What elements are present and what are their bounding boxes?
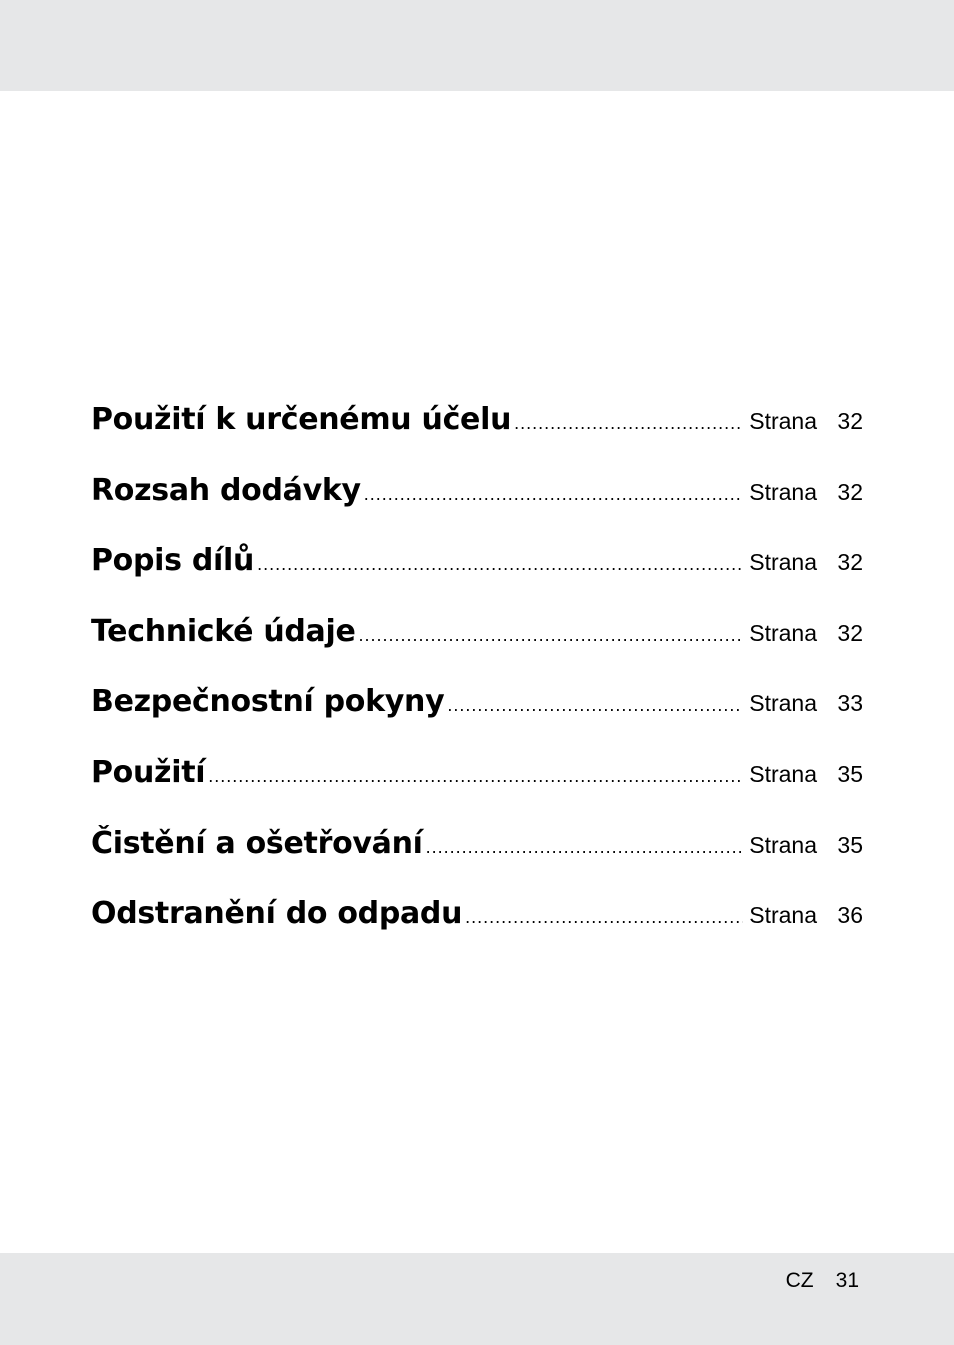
toc-page-number: 35 [837,760,863,787]
toc-entry-title: Bezpečnostní pokyny [91,684,445,720]
toc-page-label: Strana [749,902,817,929]
toc-page-number: 35 [837,831,863,858]
toc-page-number: 33 [837,690,863,717]
toc-entry[interactable] [91,402,863,473]
toc-page-label: Strana [749,478,817,505]
table-of-contents [91,402,863,967]
toc-entry[interactable] [91,473,863,544]
page-number: 31 [835,1269,859,1292]
header-band [0,0,954,91]
toc-dot-leader [514,413,743,434]
toc-entry-title: Odstranění do odpadu [91,896,463,932]
toc-entry-title: Technické údaje [91,613,356,649]
toc-entry[interactable] [91,755,863,826]
toc-entry[interactable] [91,684,863,755]
toc-entry[interactable] [91,826,863,897]
toc-page-label: Strana [749,760,817,787]
toc-dot-leader [257,554,743,575]
toc-entry-title: Použití k určenému účelu [91,402,512,437]
toc-page-label: Strana [749,690,817,717]
toc-dot-leader [426,837,744,858]
toc-entry-title: Popis dílů [91,543,255,579]
toc-page-number: 32 [837,549,863,576]
toc-entry[interactable] [91,543,863,614]
toc-page-number: 36 [837,902,863,929]
toc-entry[interactable] [91,614,863,685]
toc-page-label: Strana [749,408,817,434]
toc-dot-leader [364,484,743,505]
toc-entry-title: Čistění a ošetřování [91,825,423,861]
page-footer [786,1269,859,1293]
toc-page-number: 32 [837,619,863,646]
toc-entry-title: Rozsah dodávky [91,472,361,508]
toc-page-number: 32 [837,408,863,434]
language-code: CZ [785,1269,814,1292]
toc-entry[interactable] [91,896,863,967]
toc-dot-leader [447,695,743,716]
toc-dot-leader [465,907,743,928]
footer-band [0,1253,954,1345]
toc-entry-title: Použití [91,754,206,790]
toc-page-label: Strana [749,549,817,576]
toc-page-number: 32 [837,478,863,505]
toc-dot-leader [208,766,743,787]
toc-page-label: Strana [749,831,817,858]
toc-page-label: Strana [749,619,817,646]
toc-dot-leader [359,625,744,646]
